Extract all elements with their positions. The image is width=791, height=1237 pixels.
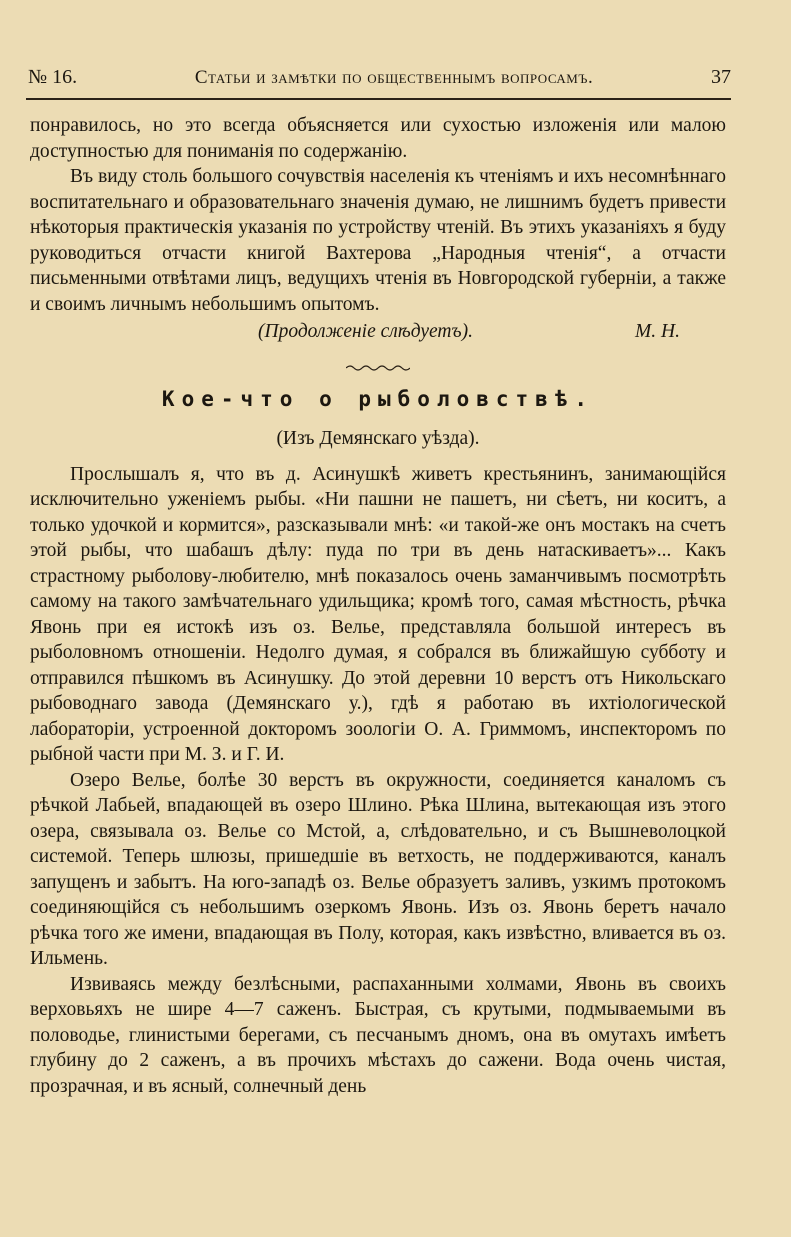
issue-number: № 16.: [28, 66, 78, 88]
signature-line: [30, 319, 726, 345]
article-title: Кое-что о рыболовствѣ.: [161, 386, 595, 411]
paragraph: Извиваясь между безлѣсными, распаханными холмами, Явонь въ своихъ верховьяхъ не шире 4—7 саженъ. Быстрая, съ крутыми, подмываемыми въ половодье, глинистыми берегами, съ песчанымъ дномъ, она въ омутахъ имѣетъ глубину до 2 саженъ, а въ прочихъ мѣстахъ до сажени. Вода очень чистая, прозрачная, и въ ясный, солнечный день: [30, 973, 726, 1097]
paragraph: Озеро Велье, болѣе 30 верстъ въ окружности, соединяется каналомъ съ рѣчкой Лабьей, впадающей въ озеро Шлино. Рѣка Шлина, вытекающая изъ этого озера, связывала оз. Велье со Мстой, а, слѣдовательно, и съ Вышневолоцкой системой. Теперь шлюзы, пришедшіе въ ветхость, не поддерживаются, каналъ запущенъ и забытъ. На юго-западѣ оз. Велье образуетъ заливъ, узкимъ протокомъ соединяющійся съ небольшимъ озеркомъ Явонь. Изъ оз. Явонь беретъ начало рѣчка того же имени, впадающая въ Полу, которая, какъ извѣстно, вливается въ оз. Ильмень.: [30, 769, 726, 969]
author-initials: М. Н.: [635, 321, 680, 342]
header-rule: [26, 98, 731, 100]
page-number: 37: [711, 66, 731, 88]
running-header: [28, 66, 731, 89]
continuation-note: (Продолженіе слѣдуетъ).: [258, 321, 474, 342]
paragraph: Прослышалъ я, что въ д. Асинушкѣ живетъ крестьянинъ, занимающійся исключительно уженіемъ рыбы. «Ни пашни не пашетъ, ни сѣетъ, ни коситъ, а только удочкой и кормится», разсказывали мнѣ: «и такой-же онъ мостакъ на счетъ этой рыбы, что шабашъ дѣлу: пуда по три въ день натаскиваетъ»... Какъ страстному рыболову-любителю, мнѣ показалось очень заманчивымъ посмотрѣть самому на такого замѣчательнаго удильщика; кромѣ того, самая мѣстность, рѣчка Явонь при ея истокѣ изъ оз. Велье, представляла большой интересъ въ рыболовномъ отношеніи. Недолго думая, я собрался въ ближайшую субботу и отправился пѣшкомъ въ Асинушку. До этой деревни 10 верстъ отъ Никольскаго рыбоводнаго завода (Демянскаго у.), гдѣ я работаю въ ихтіологической лабораторіи, устроенной докторомъ зоологіи О. А. Гриммомъ, инспекторомъ по рыбной части при М. З. и Г. И.: [30, 463, 726, 765]
header-title: Статьи и замѣтки по общественнымъ вопросамъ.: [194, 67, 594, 88]
page-body: [30, 113, 726, 1099]
paragraph: Въ виду столь большого сочувствія населенія къ чтеніямъ и ихъ несомнѣннаго воспитательнаго и образовательнаго значенія думаю, не лишнимъ будетъ привести нѣкоторыя практическія указанія по устройству чтеній. Въ этихъ указаніяхъ я буду руководиться отчасти книгой Вахтерова „Народныя чтенія“, а отчасти письменными отвѣтами лицъ, ведущихъ чтенія въ Новгородской губерніи, а также и своимъ личнымъ небольшимъ опытомъ.: [30, 166, 726, 315]
paragraph: понравилось, но это всегда объясняется или сухостью изложенія или малою доступностью для пониманія по содержанію.: [30, 115, 726, 162]
wavy-divider-icon: [30, 364, 726, 372]
article-subtitle: (Изъ Демянскаго уѣзда).: [276, 428, 480, 449]
